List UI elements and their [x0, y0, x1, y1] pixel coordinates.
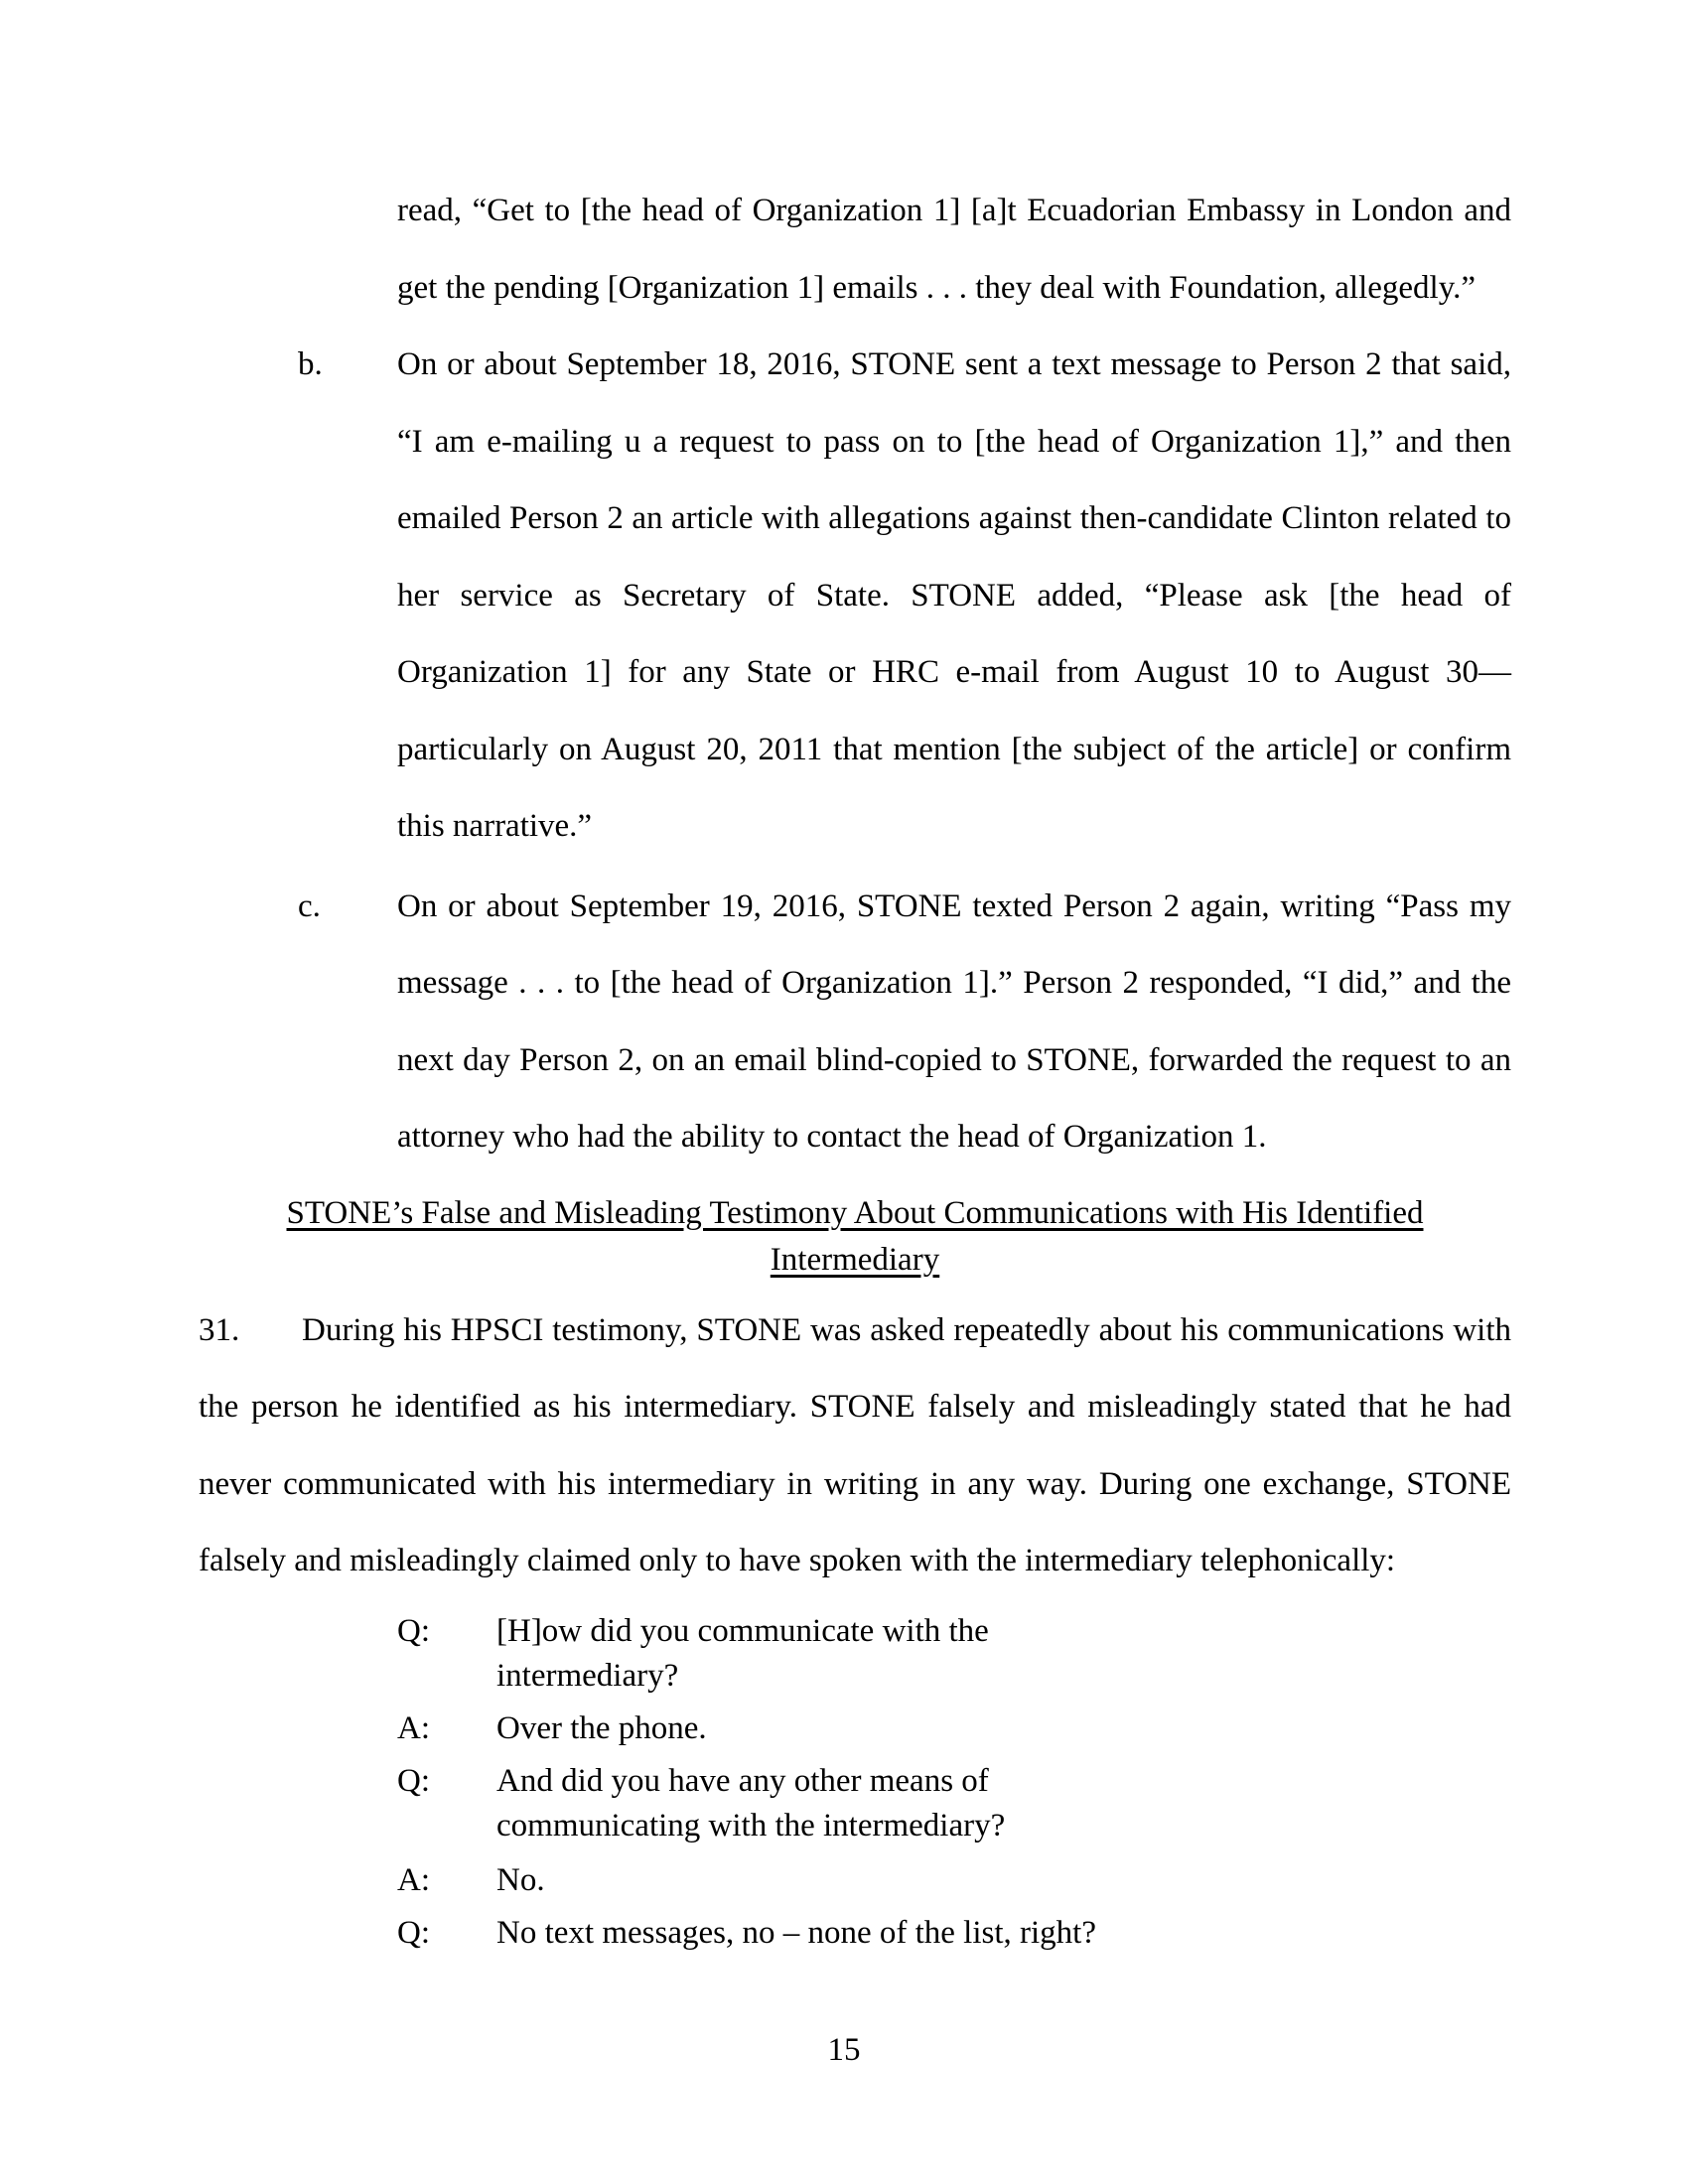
paragraph-31: [199, 1293, 1511, 1600]
transcript-row: [397, 1609, 1102, 1699]
paragraph-31-text: During his HPSCI testimony, STONE was asked repeatedly about his communications with the person he identified as his intermediary. STONE falsely and misleadingly stated that he had never communicated with his intermediary in writing in any way. During one exchange, STONE falsely and misleadingly claimed only to have spoken with the intermediary telephonically:: [199, 1311, 1511, 1578]
subparagraph-c-text: On or about September 19, 2016, STONE texted Person 2 again, writing “Pass my message . . . to [the head of Organization 1].” Person 2 responded, “I did,” and the next day Person 2, on an email blind-copied to STONE, forwarded the request to an attorney who had the ability to contact the head of Organization 1.: [397, 887, 1511, 1155]
transcript-text: Over the phone.: [496, 1709, 707, 1746]
transcript-row: [397, 1759, 1102, 1848]
transcript-row: [397, 1858, 1102, 1903]
transcript-text: No.: [496, 1861, 545, 1898]
transcript-text: No text messages, no – none of the list, right?: [496, 1914, 1096, 1951]
speaker-label: A:: [397, 1861, 430, 1898]
subparagraph-b-text: On or about September 18, 2016, STONE sent a text message to Person 2 that said, “I am e-mailing u a request to pass on to [the head of Organization 1],” and then emailed Person 2 an article with allegations against then-candidate Clinton related to her service as Secretary of State. STONE added, “Please ask [the head of Organization 1] for any State or HRC e-mail from August 10 to August 30—particularly on August 20, 2011 that mention [the subject of the article] or confirm this narrative.”: [397, 346, 1511, 844]
paragraph-31-number: 31.: [199, 1311, 240, 1348]
section-heading: [199, 1190, 1511, 1284]
transcript-text: And did you have any other means of communicating with the intermediary?: [496, 1762, 1006, 1843]
speaker-label: Q:: [397, 1612, 430, 1649]
speaker-label: A:: [397, 1709, 430, 1746]
section-heading-text: STONE’s False and Misleading Testimony About Communications with His Identified Intermediary: [286, 1194, 1424, 1278]
transcript-row: [397, 1706, 1102, 1751]
testimony-transcript: [199, 1609, 1511, 1956]
subparagraph-b-label: b.: [298, 346, 323, 382]
subparagraph-c: [298, 869, 1511, 1176]
page-content: [199, 173, 1511, 1964]
page-number: 15: [827, 2032, 861, 2068]
speaker-label: Q:: [397, 1762, 430, 1799]
subparagraph-c-label: c.: [298, 887, 321, 924]
subparagraph-a-continuation: read, “Get to [the head of Organization 1] [a]t Ecuadorian Embassy in London and get the pending [Organization 1] emails . . . they deal with Foundation, allegedly.”: [397, 193, 1511, 306]
subparagraph-b: [298, 327, 1511, 866]
transcript-text: [H]ow did you communicate with the intermediary?: [496, 1612, 989, 1694]
speaker-label: Q:: [397, 1914, 430, 1951]
transcript-row: [397, 1911, 1102, 1956]
